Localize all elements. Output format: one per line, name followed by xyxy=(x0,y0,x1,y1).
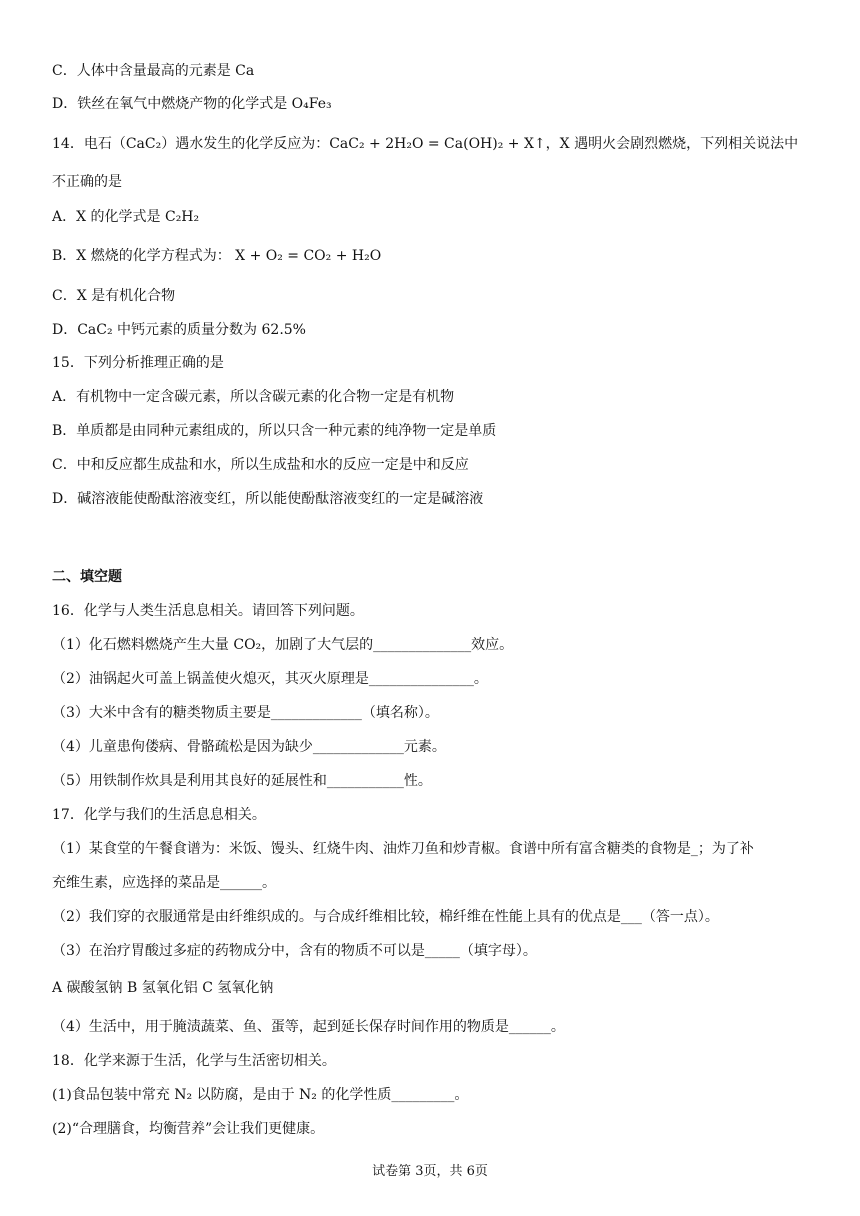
option-13c: C．人体中含量最高的元素是 Ca xyxy=(52,63,255,79)
option-14b: B．X 燃烧的化学方程式为： X + O₂ = CO₂ + H₂O xyxy=(52,248,382,264)
question-14: 14．电石（CaC₂）遇水发生的化学反应为：CaC₂ + 2H₂O = Ca(OH)₂ + X↑，X 遇明火会剧烈燃烧，下列相关说法中 xyxy=(52,136,799,152)
question-16-1: （1）化石燃料燃烧产生大量 CO₂，加剧了大气层的______________效应。 xyxy=(52,637,514,653)
question-17: 17．化学与我们的生活息息相关。 xyxy=(52,807,266,823)
section-heading: 二、填空题 xyxy=(52,569,122,585)
question-18-1: (1)食品包装中常充 N₂ 以防腐，是由于 N₂ 的化学性质_________。 xyxy=(52,1087,469,1103)
option-13d: D．铁丝在氧气中燃烧产物的化学式是 O₄Fe₃ xyxy=(52,96,332,112)
question-17-4: （4）生活中，用于腌渍蔬菜、鱼、蛋等，起到延长保存时间作用的物质是______。 xyxy=(52,1019,565,1035)
question-16-3: （3）大米中含有的糖类物质主要是_____________（填名称）。 xyxy=(52,705,439,721)
question-14-cont: 不正确的是 xyxy=(52,174,122,190)
question-17-3: （3）在治疗胃酸过多症的药物成分中，含有的物质不可以是_____（填字母）。 xyxy=(52,943,537,959)
question-16: 16．化学与人类生活息息相关。请回答下列问题。 xyxy=(52,603,364,619)
question-16-2: （2）油锅起火可盖上锅盖使火熄灭，其灭火原理是_______________。 xyxy=(52,671,488,687)
option-15a: A．有机物中一定含碳元素，所以含碳元素的化合物一定是有机物 xyxy=(52,389,455,405)
option-14c: C．X 是有机化合物 xyxy=(52,288,176,304)
question-18: 18．化学来源于生活，化学与生活密切相关。 xyxy=(52,1053,336,1069)
option-15d: D．碱溶液能使酚酞溶液变红，所以能使酚酞溶液变红的一定是碱溶液 xyxy=(52,491,484,507)
question-17-3-options: A 碳酸氢钠 B 氢氧化铝 C 氢氧化钠 xyxy=(52,980,274,996)
question-16-4: （4）儿童患佝偻病、骨骼疏松是因为缺少_____________元素。 xyxy=(52,739,446,755)
option-14d: D．CaC₂ 中钙元素的质量分数为 62.5% xyxy=(52,322,306,338)
question-17-2: （2）我们穿的衣服通常是由纤维织成的。与合成纤维相比较，棉纤维在性能上具有的优点是___（答一点）。 xyxy=(52,909,719,925)
option-14a: A．X 的化学式是 C₂H₂ xyxy=(52,209,200,225)
question-18-2: (2)“合理膳食，均衡营养”会让我们更健康。 xyxy=(52,1121,325,1137)
question-16-5: （5）用铁制作炊具是利用其良好的延展性和___________性。 xyxy=(52,773,432,789)
option-15b: B．单质都是由同种元素组成的，所以只含一种元素的纯净物一定是单质 xyxy=(52,423,497,439)
option-15c: C．中和反应都生成盐和水，所以生成盐和水的反应一定是中和反应 xyxy=(52,457,469,473)
page-footer: 试卷第 3页，共 6页 xyxy=(372,1164,488,1179)
question-17-1: （1）某食堂的午餐食谱为：米饭、馒头、红烧牛肉、油炸刀鱼和炒青椒。食谱中所有富含糖类的食物是_；为了补 xyxy=(52,841,754,857)
question-15: 15．下列分析推理正确的是 xyxy=(52,355,224,371)
question-17-1-cont: 充维生素，应选择的菜品是______。 xyxy=(52,875,276,891)
